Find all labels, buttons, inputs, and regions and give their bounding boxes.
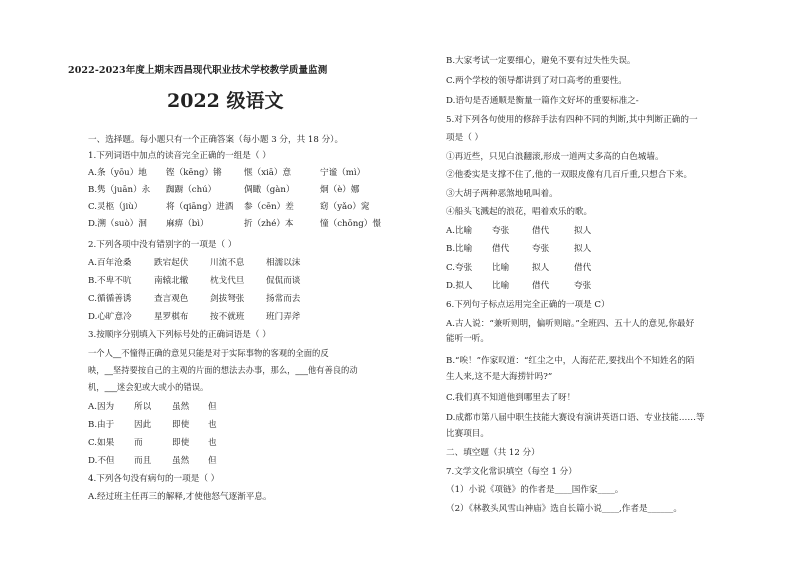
q5-a-item3: 借代 xyxy=(532,226,550,236)
q1-d-item3: 折（zhé）本 xyxy=(244,219,294,229)
q2-a-item2: 跌宕起伏 xyxy=(154,258,189,268)
question-5-cont: 项是（ ） xyxy=(446,133,484,143)
q3-b-item4: 也 xyxy=(208,420,217,430)
q4-option-a: A.经过班主任再三的解释,才使他怒气逐渐平息。 xyxy=(88,492,272,502)
q2-d-item1: D.心旷意冷 xyxy=(88,312,132,322)
q1-d-item4: 憧（chōng）憬 xyxy=(320,219,381,229)
question-6: 6.下列句子标点运用完全正确的一项是 C） xyxy=(446,300,610,310)
q3-a-item1: A.因为 xyxy=(88,402,115,412)
q3-passage-line3: 机，___迷会犯或大或小的错误。 xyxy=(88,382,209,392)
q1-d-item2: 麻痹（bì） xyxy=(166,219,209,229)
q5-sentence-3: ③大胡子两种恶煞地吼叫着。 xyxy=(446,189,558,199)
q1-a-item2: 铿（kēng）锵 xyxy=(166,168,222,178)
q3-c-item3: 即使 xyxy=(172,438,190,448)
q3-c-item4: 也 xyxy=(208,438,217,448)
question-7: 7.文学文化常识填空（每空 1 分） xyxy=(446,467,577,477)
q3-d-item2: 而且 xyxy=(134,456,152,466)
q1-d-item1: D.溯（suò）洄 xyxy=(88,219,147,229)
q3-a-item4: 但 xyxy=(208,402,217,412)
q2-b-item3: 枕戈代旦 xyxy=(210,276,245,286)
q1-a-item4: 宁谧（mì） xyxy=(320,168,366,178)
q5-sentence-1: ①再近些，只见白浪翻滚,形成一道两丈多高的白色城墙。 xyxy=(446,152,664,162)
q5-a-item2: 夸张 xyxy=(492,226,510,236)
q1-b-item4: 炯（è）娜 xyxy=(320,185,360,195)
q3-c-item1: C.如果 xyxy=(88,438,115,448)
q6-option-a-line2: 能听一听。 xyxy=(446,334,489,344)
q2-c-item3: 剑拔弩张 xyxy=(210,294,245,304)
q5-d-item2: 比喻 xyxy=(492,281,510,291)
q1-c-item2: 将（qiāng）进酒 xyxy=(166,202,234,212)
q3-b-item2: 因此 xyxy=(134,420,152,430)
q6-option-c: C.我们真不知道他到哪里去了呀！ xyxy=(446,393,576,403)
q1-a-item1: A.条（yōu）地 xyxy=(88,168,147,178)
q2-a-item4: 相濡以沫 xyxy=(266,258,301,268)
q2-b-item4: 侃侃而谈 xyxy=(266,276,301,286)
q6-option-b-line2: 生人来,这不是大海捞针吗?” xyxy=(446,372,553,382)
exam-title: 2022-2023年度上期末西昌现代职业技术学校教学质量监测 xyxy=(68,65,328,76)
q5-b-item2: 借代 xyxy=(492,244,510,254)
q5-c-item3: 拟人 xyxy=(532,263,550,273)
q2-a-item3: 川流不息 xyxy=(210,258,245,268)
section-choice-heading: 一、选择题。每小题只有一个正确答案（每小题 3 分，共 18 分）。 xyxy=(88,135,344,145)
q3-d-item1: D.不但 xyxy=(88,456,115,466)
q2-c-item4: 扬常而去 xyxy=(266,294,301,304)
q2-d-item2: 星罗棋布 xyxy=(154,312,189,322)
q7-blank-2: （2）《林教头风雪山神庙》选自长篇小说____,作者是______。 xyxy=(446,504,682,514)
q1-c-item1: C.灵柩（jiù） xyxy=(88,202,143,212)
q5-a-item1: A.比喻 xyxy=(446,226,473,236)
q5-b-item1: B.比喻 xyxy=(446,244,473,254)
q2-d-item3: 按不就班 xyxy=(210,312,245,322)
q5-sentence-2: ②他委实是支撑不住了,他的一双眼皮像有几百斤重,只想合下来。 xyxy=(446,170,693,180)
q2-c-item2: 查言观色 xyxy=(154,294,189,304)
q5-c-item2: 比喻 xyxy=(492,263,510,273)
q1-c-item3: 参（cēn）差 xyxy=(244,202,294,212)
q3-c-item2: 而 xyxy=(134,438,143,448)
q2-d-item4: 班门弄斧 xyxy=(266,312,301,322)
q3-b-item3: 即使 xyxy=(172,420,190,430)
q5-d-item4: 夸张 xyxy=(574,281,592,291)
q5-a-item4: 拟人 xyxy=(574,226,592,236)
q5-d-item3: 借代 xyxy=(532,281,550,291)
q3-passage-line2: 映，__坚持要按自己的主观的片面的想法去办事，那么，___他有善良的动 xyxy=(88,365,358,375)
q1-c-item4: 窈（yǎo）窕 xyxy=(320,202,370,212)
q2-b-item1: B.不卑不吭 xyxy=(88,276,132,286)
q6-option-d-line1: D.成都市第八届中职生技能大赛设有演讲英语口语、专业技能……等 xyxy=(446,413,705,423)
q5-sentence-4: ④船头飞溅起的浪花，唱着欢乐的歌。 xyxy=(446,207,593,217)
question-1: 1.下列词语中加点的读音完全正确的一组是（ ） xyxy=(88,151,271,161)
q3-a-item3: 虽然 xyxy=(172,402,190,412)
q5-c-item1: C.夸张 xyxy=(446,263,473,273)
q3-passage-line1: 一个人__不憧得正确的意见只能是对于实际事物的客观的全面的反 xyxy=(88,348,329,358)
question-4: 4.下列各句没有病句的一项是（ ） xyxy=(88,474,220,484)
q1-b-item3: 倜瞰（gàn） xyxy=(244,185,295,195)
q5-c-item4: 借代 xyxy=(574,263,592,273)
q3-a-item2: 所以 xyxy=(134,402,152,412)
q4-option-d: D.语句是否通顺是衡量一篇作文好坏的重要标准之- xyxy=(446,96,639,106)
q6-option-d-line2: 比赛项目。 xyxy=(446,429,489,439)
q3-d-item4: 但 xyxy=(208,456,217,466)
question-2: 2.下列各项中没有错别字的一项是（ ） xyxy=(88,240,237,250)
q7-blank-1: （1）小说《项链》的作者是____国作家____。 xyxy=(446,485,624,495)
q4-option-b: B.大家考试一定要细心，避免不要有过失性失误。 xyxy=(446,56,636,66)
section-fill-heading: 二、填空题（共 12 分） xyxy=(446,448,540,458)
q6-option-b-line1: B.“唉！”作家叹道：“红尘之中，人海茫茫,要找出个不知姓名的陌 xyxy=(446,356,695,366)
question-3: 3.按顺序分别填入下列标号处的正确词语是（ ） xyxy=(88,330,271,340)
q2-b-item2: 南辕北辙 xyxy=(154,276,189,286)
q5-d-item1: D.拟人 xyxy=(446,281,473,291)
q4-option-c: C.两个学校的领导都讲到了对口高考的重要性。 xyxy=(446,76,627,86)
q1-b-item1: B.隽（juān）永 xyxy=(88,185,151,195)
q1-a-item3: 惬（xiā）意 xyxy=(244,168,292,178)
q6-option-a-line1: A.古人说：“兼听则明，偏听则暗。”全班四、五十人的意见,你最好 xyxy=(446,319,695,329)
q3-d-item3: 虽然 xyxy=(172,456,190,466)
question-5: 5.对下列各句使用的修辞手法有四种不同的判断,其中判断正确的一 xyxy=(446,115,698,125)
q5-b-item4: 拟人 xyxy=(574,244,592,254)
q3-b-item1: B.由于 xyxy=(88,420,115,430)
q2-a-item1: A.百年沧桑 xyxy=(88,258,132,268)
q2-c-item1: C.循循善诱 xyxy=(88,294,132,304)
q5-b-item3: 夸张 xyxy=(532,244,550,254)
exam-subtitle: 2022 级语文 xyxy=(167,90,284,112)
q1-b-item2: 踟蹰（chú） xyxy=(166,185,217,195)
